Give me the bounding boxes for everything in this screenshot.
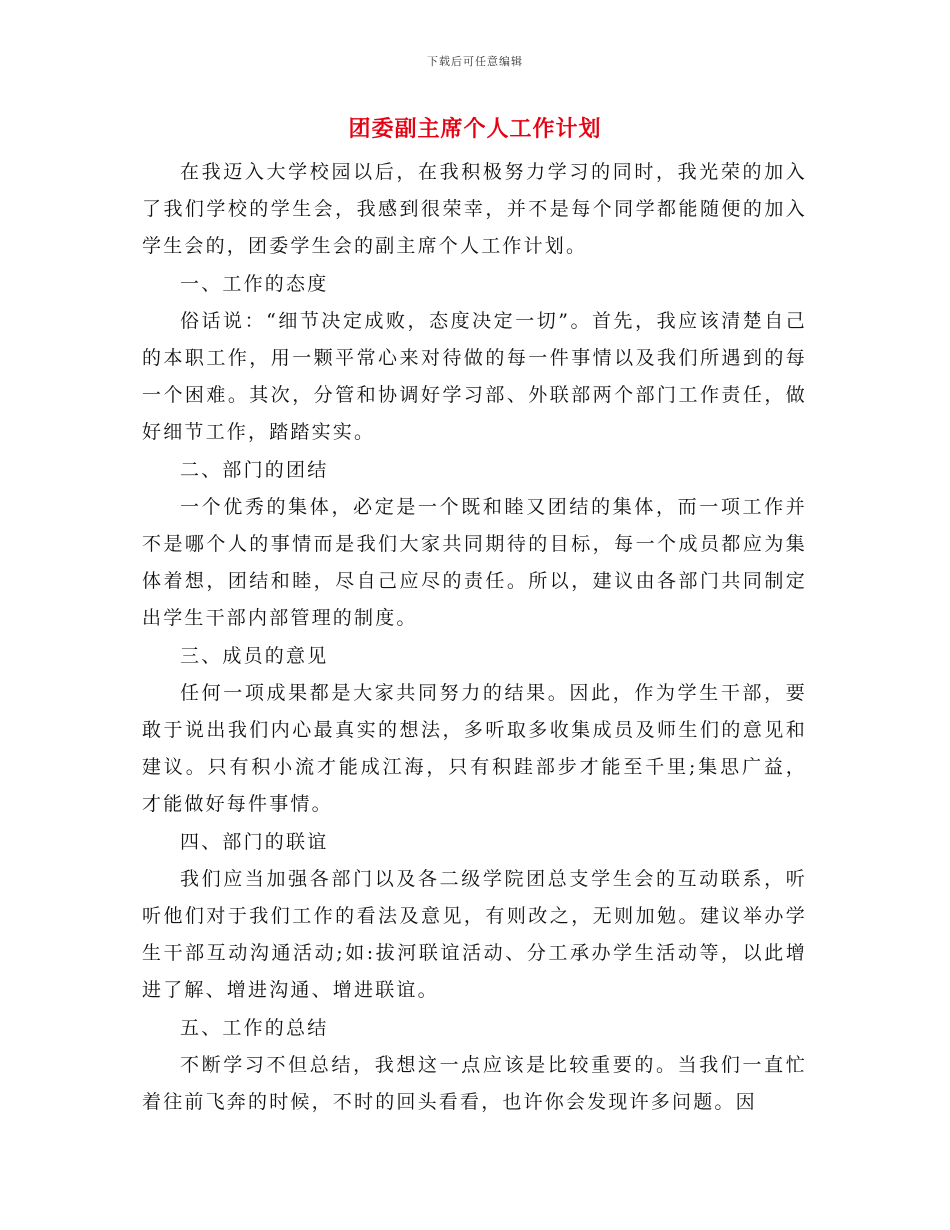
paragraph-2: 一个优秀的集体，必定是一个既和睦又团结的集体，而一项工作并不是哪个人的事情而是我们大家共同期待的目标，每一个成员都应为集体着想，团结和睦，尽自己应尽的责任。所以，建议由各部门共同制定出学生干部内部管理的制度。 xyxy=(142,495,807,630)
paragraph-3: 任何一项成果都是大家共同努力的结果。因此，作为学生干部，要敢于说出我们内心最真实的想法，多听取多收集成员及师生们的意见和建议。只有积小流才能成江海，只有积跬部步才能至千里;集思广益，才能做好每件事情。 xyxy=(142,681,807,816)
paragraph-intro: 在我迈入大学校园以后，在我积极努力学习的同时，我光荣的加入了我们学校的学生会，我感到很荣幸，并不是每个同学都能随便的加入学生会的，团委学生会的副主席个人工作计划。 xyxy=(142,161,807,258)
section-heading-1: 一、工作的态度 xyxy=(180,272,329,295)
section-heading-5: 五、工作的总结 xyxy=(180,1016,329,1039)
paragraph-1: 俗话说：“细节决定成败，态度决定一切”。首先，我应该清楚自己的本职工作，用一颗平常心来对待做的每一件事情以及我们所遇到的每一个困难。其次，分管和协调好学习部、外联部两个部门工作责任，做好细节工作，踏踏实实。 xyxy=(142,309,807,444)
section-heading-4: 四、部门的联谊 xyxy=(180,830,329,853)
paragraph-4: 我们应当加强各部门以及各二级学院团总支学生会的互动联系，听听他们对于我们工作的看法及意见，有则改之，无则加勉。建议举办学生干部互动沟通活动;如:拔河联谊活动、分工承办学生活动等，以此增进了解、增进沟通、增进联谊。 xyxy=(142,867,807,1002)
document-title: 团委副主席个人工作计划 xyxy=(348,117,602,142)
paragraph-5: 不断学习不但总结，我想这一点应该是比较重要的。当我们一直忙着往前飞奔的时候，不时的回头看看，也许你会发现许多问题。因 xyxy=(142,1053,807,1114)
section-heading-3: 三、成员的意见 xyxy=(180,644,329,667)
section-heading-2: 二、部门的团结 xyxy=(180,458,329,481)
document-body xyxy=(142,154,807,1121)
header-note: 下载后可任意编辑 xyxy=(427,55,523,68)
